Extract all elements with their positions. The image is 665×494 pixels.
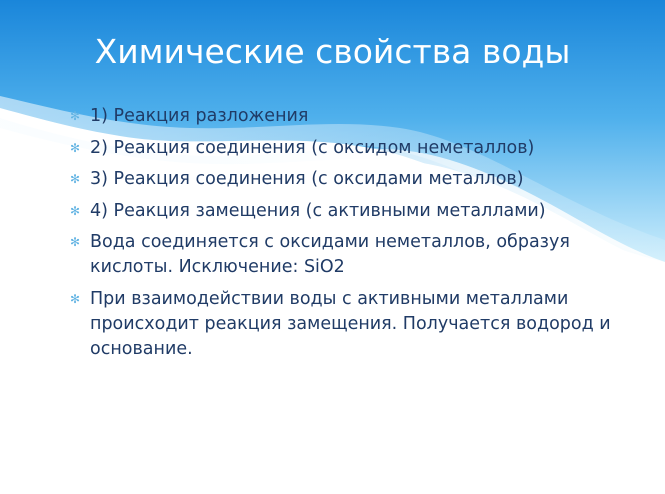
list-item-text: 1) Реакция разложения [90, 106, 309, 126]
list-item [70, 104, 630, 129]
snowflake-bullet-icon: ✻ [70, 203, 81, 218]
snowflake-bullet-icon: ✻ [70, 291, 81, 306]
list-item [70, 167, 630, 192]
list-item [70, 199, 630, 224]
list-item-text: 2) Реакция соединения (с оксидом неметаллов) [90, 137, 535, 158]
snowflake-bullet-icon: ✻ [70, 140, 81, 155]
list-item [70, 136, 630, 161]
list-item-text: 3) Реакция соединения (с оксидами металлов) [90, 169, 524, 189]
list-item-text: При взаимодействии воды с активными металлами происходит реакция замещения. Получается водород и основание. [90, 288, 611, 359]
snowflake-bullet-icon: ✻ [70, 109, 81, 123]
snowflake-bullet-icon: ✻ [70, 235, 81, 249]
list-item [70, 287, 630, 362]
list-item-text: Вода соединяется с оксидами неметаллов, образуя кислоты. Исключение: SiO2 [90, 232, 570, 277]
slide-title: Химические свойства воды [94, 32, 571, 71]
list-item-text: 4) Реакция замещения (с активными металлами) [90, 200, 546, 221]
snowflake-bullet-icon: ✻ [70, 172, 81, 186]
list-item [70, 230, 630, 280]
bullet-list [70, 104, 630, 368]
